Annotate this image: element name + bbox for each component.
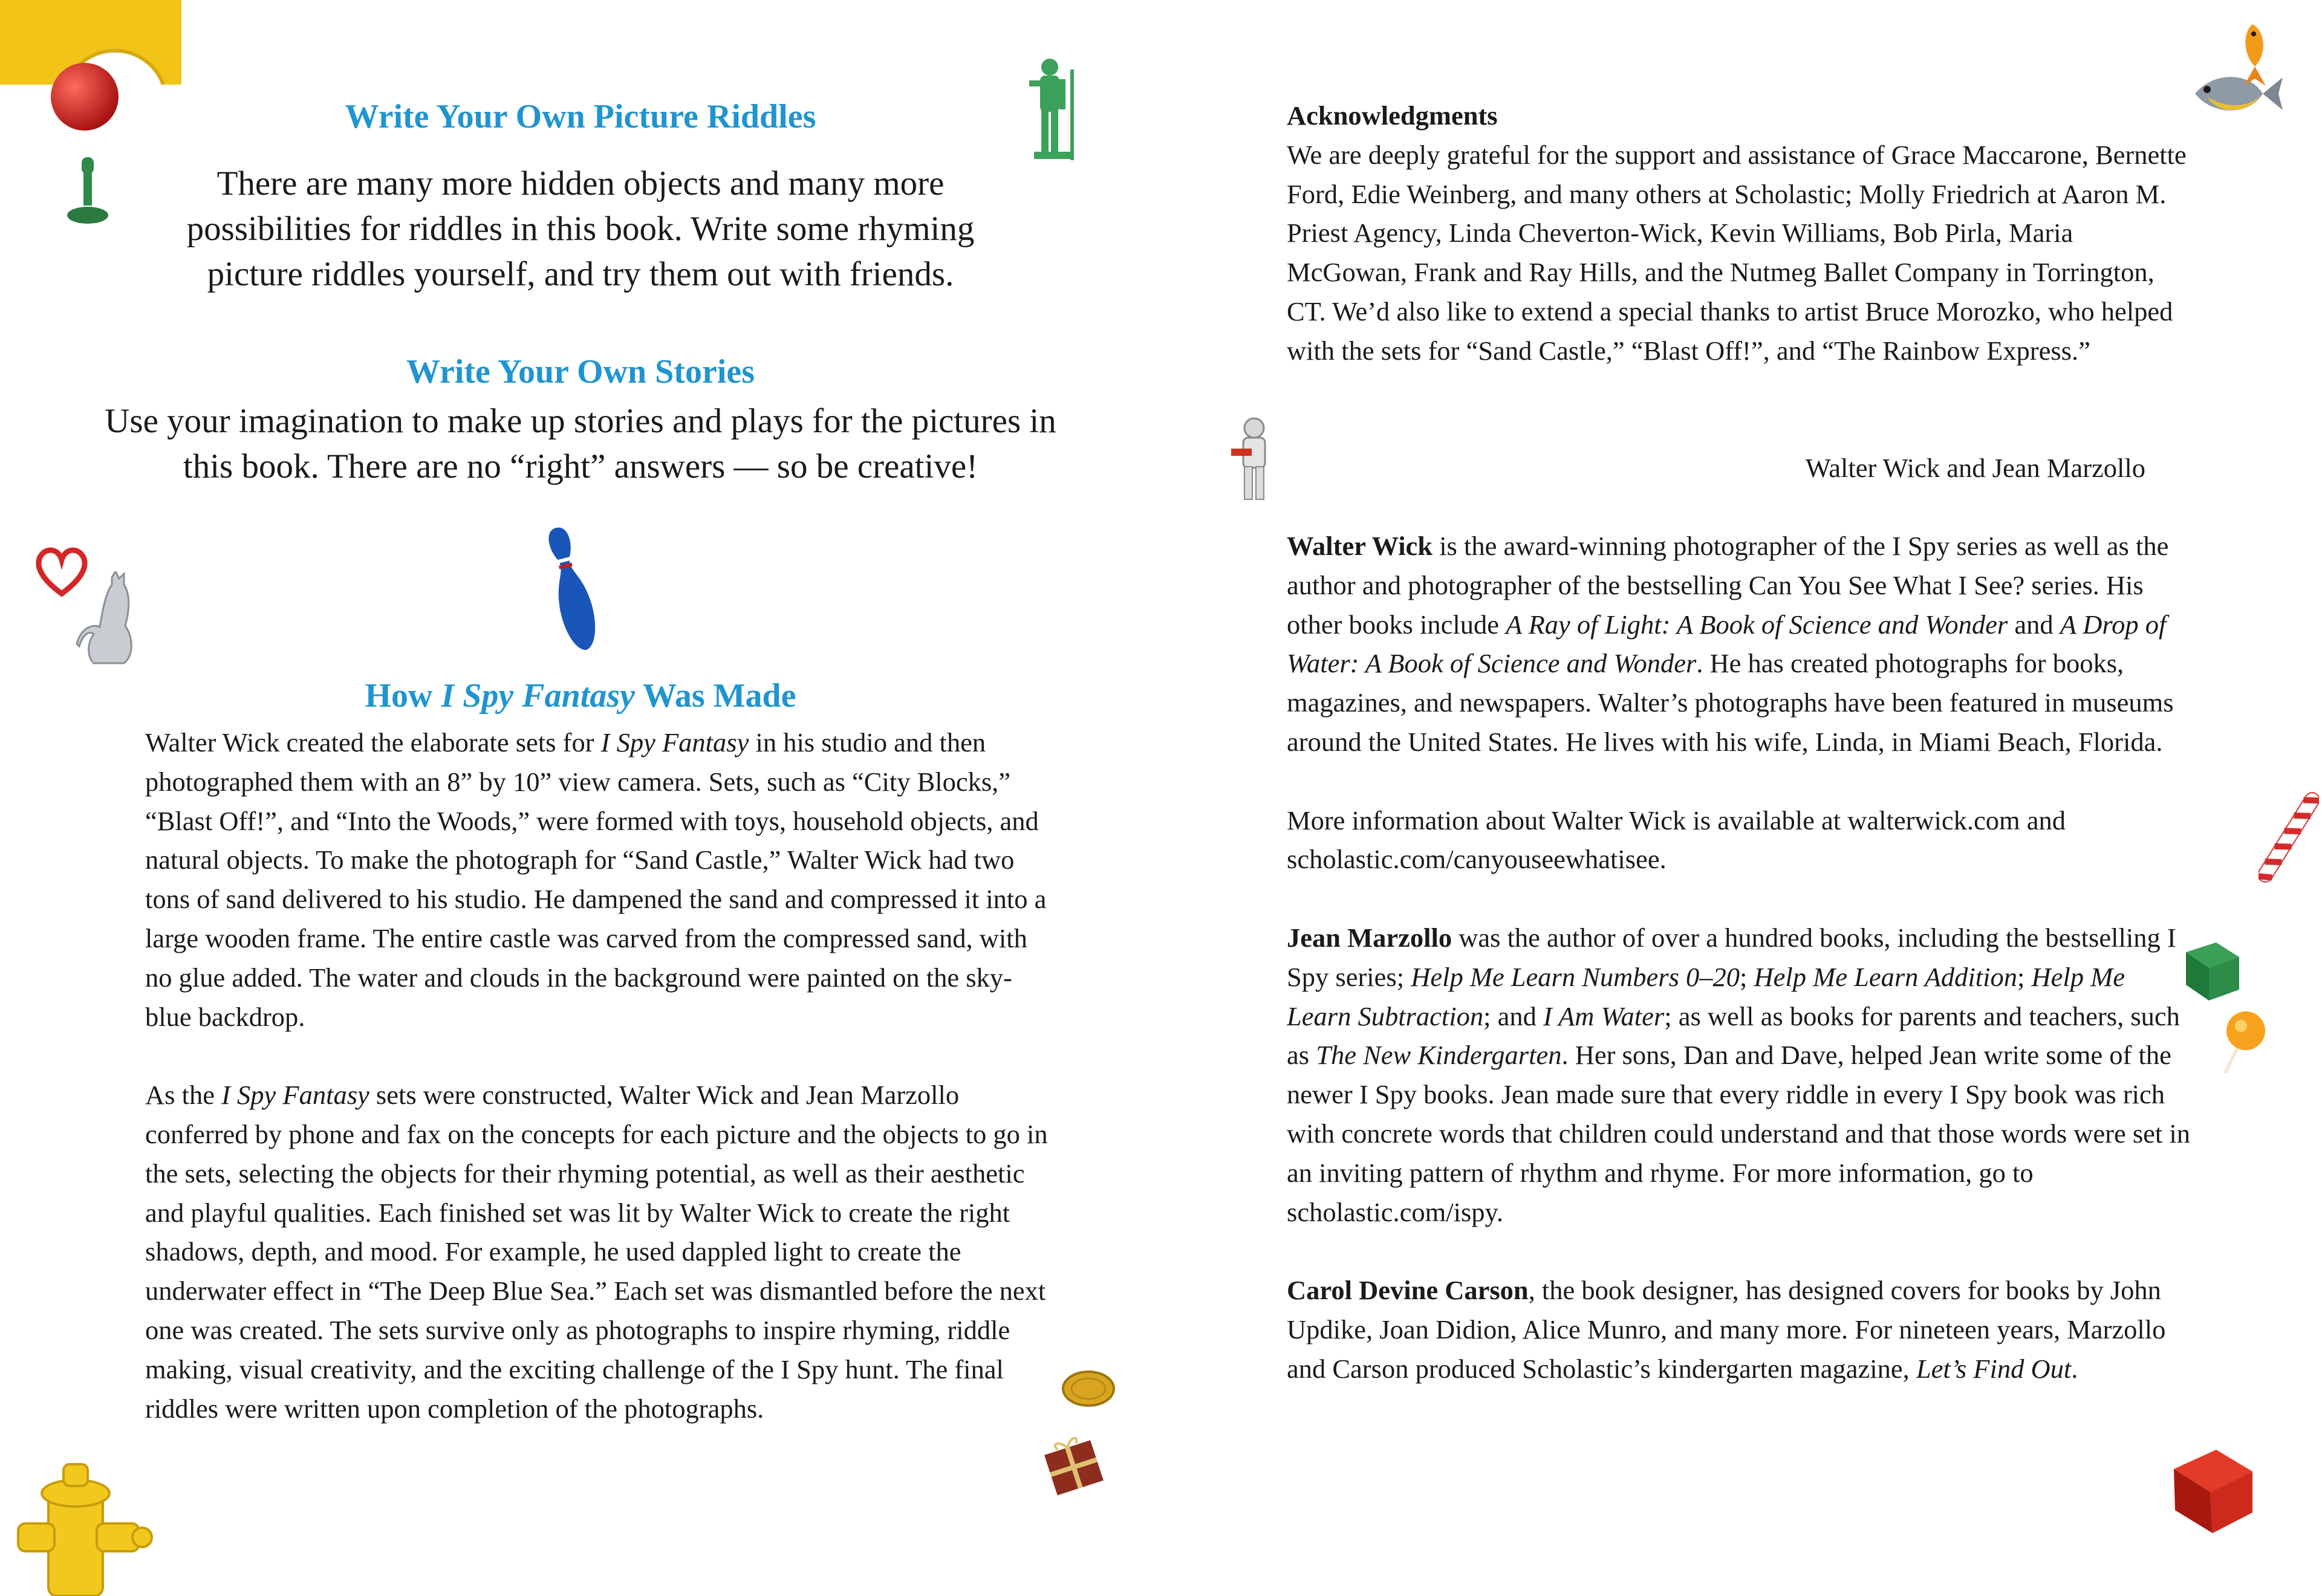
how-made-heading-pre: How	[365, 677, 441, 715]
acknowledgments-heading: Acknowledgments	[1287, 100, 1498, 131]
jm-title-4: I Am Water	[1543, 1001, 1665, 1031]
jean-marzollo-bio	[1287, 918, 2194, 1231]
jm-text-1: was the author of over a hundred books, including the bestselling I Spy series;	[1287, 922, 2176, 992]
goldfish-icon	[2228, 18, 2274, 91]
gold-coin-icon	[1061, 1367, 1116, 1410]
how-made-heading-title: I Spy Fantasy	[441, 677, 635, 715]
ww-text-2: and	[2008, 609, 2060, 640]
ww-text-1: is the award-winning photographer of the I Spy series as well as the author and photographer of the bestselling Can You See What I See? series. His other books include	[1287, 531, 2169, 640]
bios-section	[1287, 527, 2194, 1389]
carol-devine-carson-bio	[1287, 1271, 2194, 1388]
riddles-text: There are many more hidden objects and many more possibilities for riddles in this book. Write some rhyming picture riddles yourself, and try them out with friends.	[186, 164, 975, 293]
how-made-paragraph-1	[145, 723, 1058, 1036]
p1-text-a: Walter Wick created the elaborate sets for	[145, 727, 601, 757]
stories-text: Use your imagination to make up stories and plays for the pictures in this book. There are no “right” answers — so be creative!	[105, 402, 1056, 485]
jm-title-1: Help Me Learn Numbers 0–20	[1411, 961, 1740, 992]
green-toy-soldier-icon	[1016, 57, 1088, 163]
yellow-hydrant-icon	[12, 1457, 157, 1596]
p1-text-c: in his studio and then photographed them with an 8” by 10” view camera. Sets, such as “City Blocks,” “Blast Off!”, and “Into the Woods,” were formed with toys, household objects, and natural objects. To make the photograph for “Sand Castle,” Walter Wick had two tons of sand delivered to his studio. He dampened the sand and compressed it into a large wooden frame. The entire castle was carved from the compressed sand, with no glue added. The water and clouds in the background were painted on the sky-blue backdrop.	[145, 727, 1047, 1032]
green-cube-icon	[2174, 934, 2246, 1004]
jm-text-4: ; and	[1483, 1001, 1543, 1031]
cdc-title-1: Let’s Find Out	[1916, 1353, 2072, 1384]
gift-box-icon	[1037, 1430, 1110, 1502]
cdc-text-2: .	[2071, 1353, 2078, 1384]
acknowledgments-section	[1287, 96, 2194, 371]
how-made-heading	[230, 676, 931, 716]
jm-title-2: Help Me Learn Addition	[1754, 961, 2018, 992]
silver-cat-icon	[76, 571, 142, 668]
astronaut-figure-icon	[1228, 417, 1282, 508]
jm-text-5: ; as well as books for parents and teachers, such as	[1287, 1001, 2180, 1071]
how-made-paragraph-2	[145, 1075, 1058, 1428]
jm-text-3: ;	[2017, 961, 2032, 992]
blue-bowling-pin-icon	[538, 520, 605, 659]
carol-devine-carson-name: Carol Devine Carson	[1287, 1275, 1529, 1306]
jean-marzollo-name: Jean Marzollo	[1287, 922, 1452, 953]
lollipop-icon	[2213, 1007, 2268, 1079]
red-ball-icon	[48, 60, 121, 133]
more-info-paragraph: More information about Walter Wick is available at walterwick.com and scholastic.com/canyouseewhatisee.	[1287, 805, 2066, 875]
p2-text-a: As the	[145, 1080, 222, 1111]
riddles-heading: Write Your Own Picture Riddles	[345, 98, 816, 135]
acknowledgments-text: We are deeply grateful for the support and assistance of Grace Maccarone, Bernette Ford, Edie Weinberg, and many others at Scholastic; Molly Friedrich at Aaron M. Priest Agency, Linda Cheverton-Wick, Kevin Williams, Bob Pirla, Maria McGowan, Frank and Ray Hills, and the Nutmeg Ballet Company in Torrington, CT. We’d also like to extend a special thanks to artist Bruce Morozko, who helped with the sets for “Sand Castle,” “Blast Off!”, and “The Rainbow Express.”	[1287, 139, 2187, 366]
jm-text-2: ;	[1740, 961, 1754, 992]
jm-title-5: The New Kindergarten	[1316, 1040, 1562, 1071]
red-cube-icon	[2162, 1439, 2265, 1536]
acknowledgments-block	[1287, 96, 2194, 371]
acknowledgments-signature: Walter Wick and Jean Marzollo	[1805, 453, 2145, 483]
p2-text-c: sets were constructed, Walter Wick and Jean Marzollo conferred by phone and fax on the concepts for each picture and the objects to go in the sets, selecting the objects for their rhyming potential, as well as their aesthetic and playful qualities. Each finished set was lit by Walter Wick to create the right shadows, depth, and mood. For example, he used dappled light to create the underwater effect in “The Deep Blue Sea.” Each set was dismantled before the next one was created. The sets survive only as photographs to inspire rhyming, riddle making, visual creativity, and the exciting challenge of the I Spy hunt. The final riddles were written upon completion of the photographs.	[145, 1080, 1048, 1424]
green-game-pawn-icon	[63, 157, 112, 230]
ww-text-3: . He has created photographs for books, magazines, and newspapers. Walter’s photographs have been featured in museums around the United States. He lives with his wife, Linda, in Miami Beach, Florida.	[1287, 648, 2174, 757]
ww-title-2: A Drop of Water: A Book of Science and Wonder	[1287, 609, 2167, 679]
p2-book-title: I Spy Fantasy	[221, 1080, 369, 1111]
cdc-text-1: , the book designer, has designed covers for books by John Updike, Joan Didion, Alice Munro, and many more. For nineteen years, Marzollo and Carson produced Scholastic’s kindergarten magazine,	[1287, 1275, 2166, 1384]
jm-title-3: Help Me Learn Subtraction	[1287, 961, 2125, 1031]
right-page	[1161, 0, 2322, 1596]
walter-wick-name: Walter Wick	[1287, 531, 1433, 561]
how-made-heading-post: Was Made	[634, 677, 796, 715]
walter-wick-bio	[1287, 527, 2194, 762]
ww-title-1: A Ray of Light: A Book of Science and Wonder	[1506, 609, 2008, 640]
p1-book-title: I Spy Fantasy	[600, 727, 749, 757]
jm-text-6: . Her sons, Dan and Dave, helped Jean write some of the newer I Spy books. Jean made sure that every riddle in every I Spy book was rich with concrete words that children could understand and that those words were set in an inviting pattern of rhythm and rhyme. For more information, go to scholastic.com/ispy.	[1287, 1040, 2191, 1227]
candy-cane-icon	[2259, 786, 2319, 889]
stories-heading: Write Your Own Stories	[406, 353, 755, 391]
how-made-body	[145, 723, 1058, 1428]
